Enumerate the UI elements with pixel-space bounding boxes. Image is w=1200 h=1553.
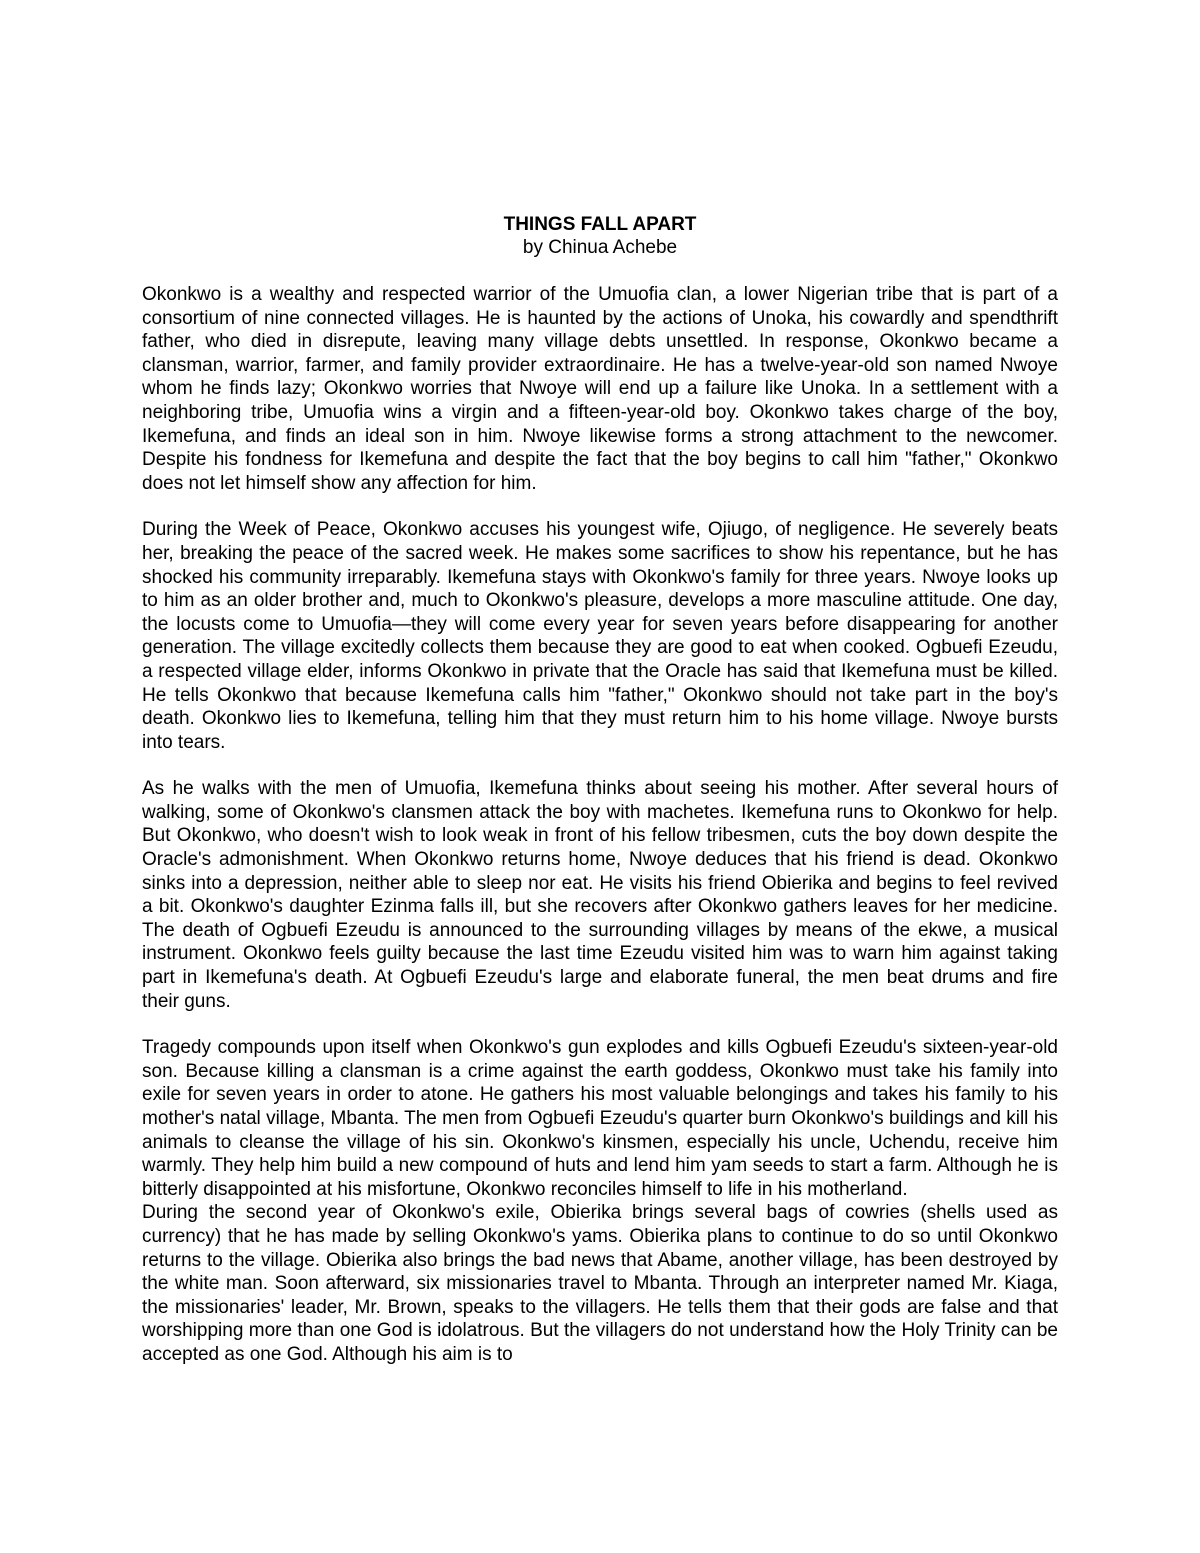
paragraph-1: Okonkwo is a wealthy and respected warrior of the Umuofia clan, a lower Nigerian tribe that is part of a consortium of nine connected villages. He is haunted by the actions of Unoka, his cowardly and spendthrift father, who died in disrepute, leaving many village debts unsettled. In response, Okonkwo became a clansman, warrior, farmer, and family provider extraordinaire. He has a twelve-year-old son named Nwoye whom he finds lazy; Okonkwo worries that Nwoye will end up a failure like Unoka. In a settlement with a neighboring tribe, Umuofia wins a virgin and a fifteen-year-old boy. Okonkwo takes charge of the boy, Ikemefuna, and finds an ideal son in him. Nwoye likewise forms a strong attachment to the newcomer. Despite his fondness for Ikemefuna and despite the fact that the boy begins to call him "father," Okonkwo does not let himself show any affection for him.	[142, 284, 1058, 494]
paragraph-3: As he walks with the men of Umuofia, Ikemefuna thinks about seeing his mother. After several hours of walking, some of Okonkwo's clansmen attack the boy with machetes. Ikemefuna runs to Okonkwo for help. But Okonkwo, who doesn't wish to look weak in front of his fellow tribesmen, cuts the boy down despite the Oracle's admonishment. When Okonkwo returns home, Nwoye deduces that his friend is dead. Okonkwo sinks into a depression, neither able to sleep nor eat. He visits his friend Obierika and begins to feel revived a bit. Okonkwo's daughter Ezinma falls ill, but she recovers after Okonkwo gathers leaves for her medicine. The death of Ogbuefi Ezeudu is announced to the surrounding villages by means of the ekwe, a musical instrument. Okonkwo feels guilty because the last time Ezeudu visited him was to warn him against taking part in Ikemefuna's death. At Ogbuefi Ezeudu's large and elaborate funeral, the men beat drums and fire their guns.	[142, 778, 1058, 1012]
document-author: by Chinua Achebe	[522, 237, 678, 258]
paragraph-4: Tragedy compounds upon itself when Okonkwo's gun explodes and kills Ogbuefi Ezeudu's sixteen-year-old son. Because killing a clansman is a crime against the earth goddess, Okonkwo must take his family into exile for seven years in order to atone. He gathers his most valuable belongings and takes his family to his mother's natal village, Mbanta. The men from Ogbuefi Ezeudu's quarter burn Okonkwo's buildings and kill his animals to cleanse the village of his sin. Okonkwo's kinsmen, especially his uncle, Uchendu, receive him warmly. They help him build a new compound of huts and lend him yam seeds to start a farm. Although he is bitterly disappointed at his misfortune, Okonkwo reconciles himself to life in his motherland.	[142, 1037, 1058, 1200]
document-page	[142, 213, 1058, 1367]
paragraph-2: During the Week of Peace, Okonkwo accuses his youngest wife, Ojiugo, of negligence. He severely beats her, breaking the peace of the sacred week. He makes some sacrifices to show his repentance, but he has shocked his community irreparably. Ikemefuna stays with Okonkwo's family for three years. Nwoye looks up to him as an older brother and, much to Okonkwo's pleasure, develops a more masculine attitude. One day, the locusts come to Umuofia—they will come every year for seven years before disappearing for another generation. The village excitedly collects them because they are good to eat when cooked. Ogbuefi Ezeudu, a respected village elder, informs Okonkwo in private that the Oracle has said that Ikemefuna must be killed. He tells Okonkwo that because Ikemefuna calls him "father," Okonkwo should not take part in the boy's death. Okonkwo lies to Ikemefuna, telling him that they must return him to his home village. Nwoye bursts into tears.	[142, 519, 1058, 753]
document-title: THINGS FALL APART	[503, 214, 697, 235]
paragraph-5: During the second year of Okonkwo's exile, Obierika brings several bags of cowries (shells used as currency) that he has made by selling Okonkwo's yams. Obierika plans to continue to do so until Okonkwo returns to the village. Obierika also brings the bad news that Abame, another village, has been destroyed by the white man. Soon afterward, six missionaries travel to Mbanta. Through an interpreter named Mr. Kiaga, the missionaries' leader, Mr. Brown, speaks to the villagers. He tells them that their gods are false and that worshipping more than one God is idolatrous. But the villagers do not understand how the Holy Trinity can be accepted as one God. Although his aim is to	[142, 1202, 1058, 1365]
